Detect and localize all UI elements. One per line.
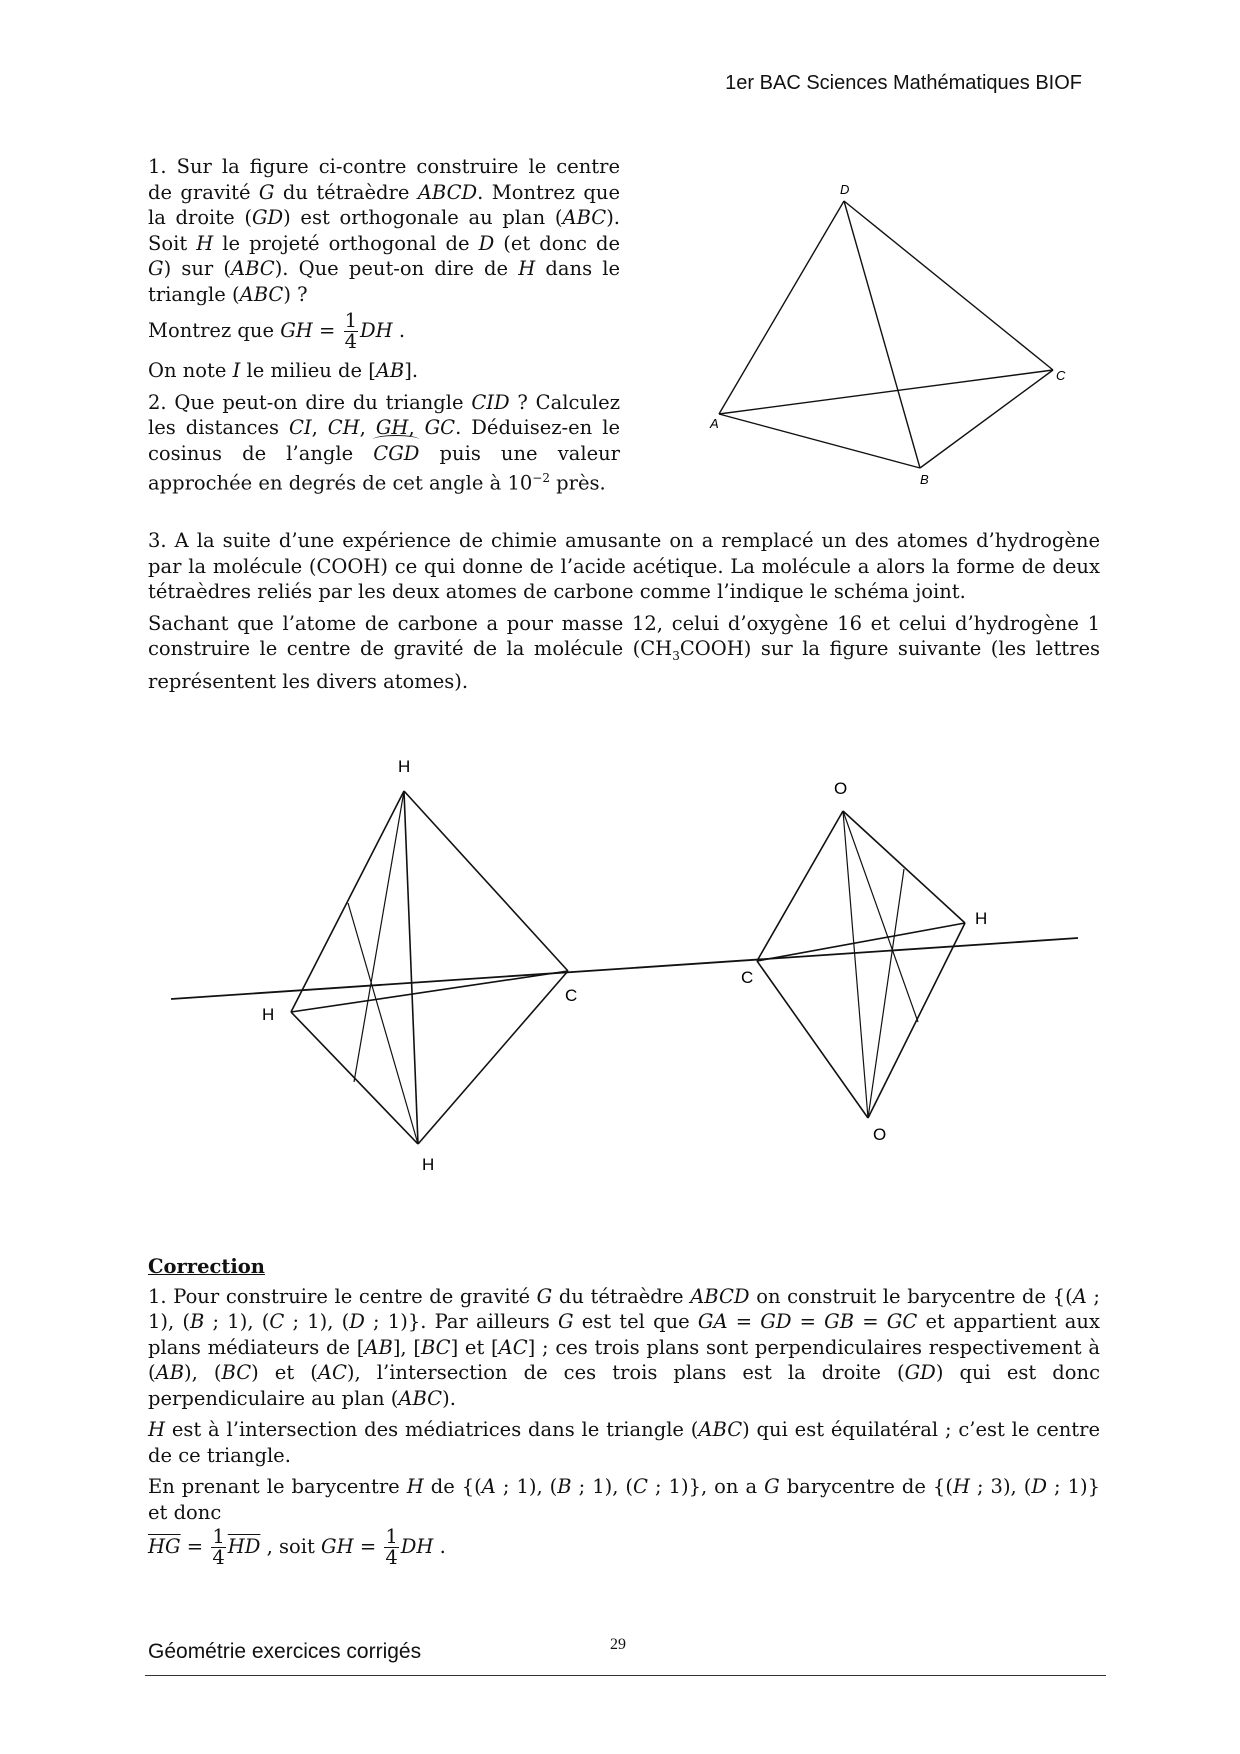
question-3: 3. A la suite d’une expérience de chimie amusante on a remplacé un des atomes d’hydrogène par la molécule (COOH) ce qui donne de l’acide acétique. La molécule a alors la forme de deux tétraèdres reliés par les deux atomes de carbone comme l’indique le schéma joint. Sachant que l’atome de carbone a pour masse 12, celui d’oxygène 16 et celui d’hydrogène 1 construire le centre de gravité de la molécule $(CH_3COOH)$ sur la figure suivante (les lettres représentent les divers atomes). — [148, 529, 1100, 694]
label-h-top: H — [398, 757, 411, 776]
correction-paragraph-1: 1. Pour construire le centre de gravité G du tétraèdre ABCD on construit le barycentre de {(A ; 1), (B ; 1), (C ; 1), (D ; 1)}. Par ailleurs G est tel que GA = GD = GB = GC et appartient aux plans médiateurs de [AB], [BC] et [AC] ; ces trois plans sont perpendiculaires respectivement à (AB), (BC) et (AC), l’intersection de ces trois plans est la droite (GD) qui est donc perpendiculaire au plan (ABC). — [148, 1284, 1100, 1410]
gh-formula: Montrez que GH = $\frac{1}{4}$ DH . — [148, 309, 406, 353]
correction-title: Correction — [148, 1255, 265, 1278]
label-c-left: C — [565, 986, 578, 1005]
angle-cgd: CGD — [373, 441, 419, 467]
page-header: 1er BAC Sciences Mathématiques BIOF — [725, 72, 1082, 94]
question-2: 2. Que peut-on dire du triangle CID ? Calculez les distances CI, CH, GH, GC. Déduisez-en le cosinus de l’angle CGD puis une valeur approchée en degrés de cet angle à $10^{-2}$ près. — [148, 390, 621, 495]
footer-title: Géométrie exercices corrigés — [148, 1640, 422, 1663]
vector-formula: $\overline{HG}$ = $\frac{1}{4}$ $\overline{HD}$ , soit GH = $\frac{1}{4}$ DH . — [148, 1525, 446, 1569]
page-number: 29 — [610, 1636, 626, 1653]
label-h-left: H — [262, 1005, 275, 1024]
label-a: A — [710, 416, 719, 431]
question-1: 1. Sur la figure ci-contre construire le centre de gravité G du tétraèdre ABCD. Montrez que la droite (GD) est orthogonale au plan (ABC). Soit H le projeté orthogonal de D (et donc de G) sur (ABC). Que peut-on dire de H dans le triangle (ABC) ? Montrez que GH = $\frac{1}{4}$ DH . On note I le milieu de [AB]. 2. Que peut-on dire du triangle CID ? Calculez les distances CI, CH, GH, GC. Déduisez-en le cosinus de l’angle CGD puis une valeur approchée en degrés de cet angle à $10^{-2}$ près. — [148, 155, 621, 495]
correction-section — [148, 1254, 1100, 1568]
fraction: $\frac{1}{4}$ — [344, 309, 357, 353]
label-d: D — [840, 182, 850, 197]
label-c: C — [1056, 368, 1066, 383]
label-o-bottom: O — [873, 1125, 887, 1144]
footer-rule — [145, 1675, 1106, 1676]
midpoint-note: On note I le milieu de [AB]. — [148, 359, 419, 382]
label-h-bottom: H — [422, 1155, 435, 1174]
label-c-right: C — [741, 968, 754, 987]
label-h-right: H — [975, 909, 988, 928]
label-b: B — [920, 472, 929, 487]
label-o-top: O — [834, 779, 848, 798]
correction-paragraph-2: H est à l’intersection des médiatrices dans le triangle (ABC) qui est équilatéral ; c’est le centre de ce triangle. — [148, 1418, 1101, 1467]
correction-paragraph-3: En prenant le barycentre H de {(A ; 1), (B ; 1), (C ; 1)}, on a G barycentre de {(H ; 3), (D ; 1)} et donc $\overline{HG}$ = $\frac{1}{4}$ $\overline{HD}$ , soit GH = $\frac{1}{4}$ DH . — [148, 1475, 1101, 1569]
